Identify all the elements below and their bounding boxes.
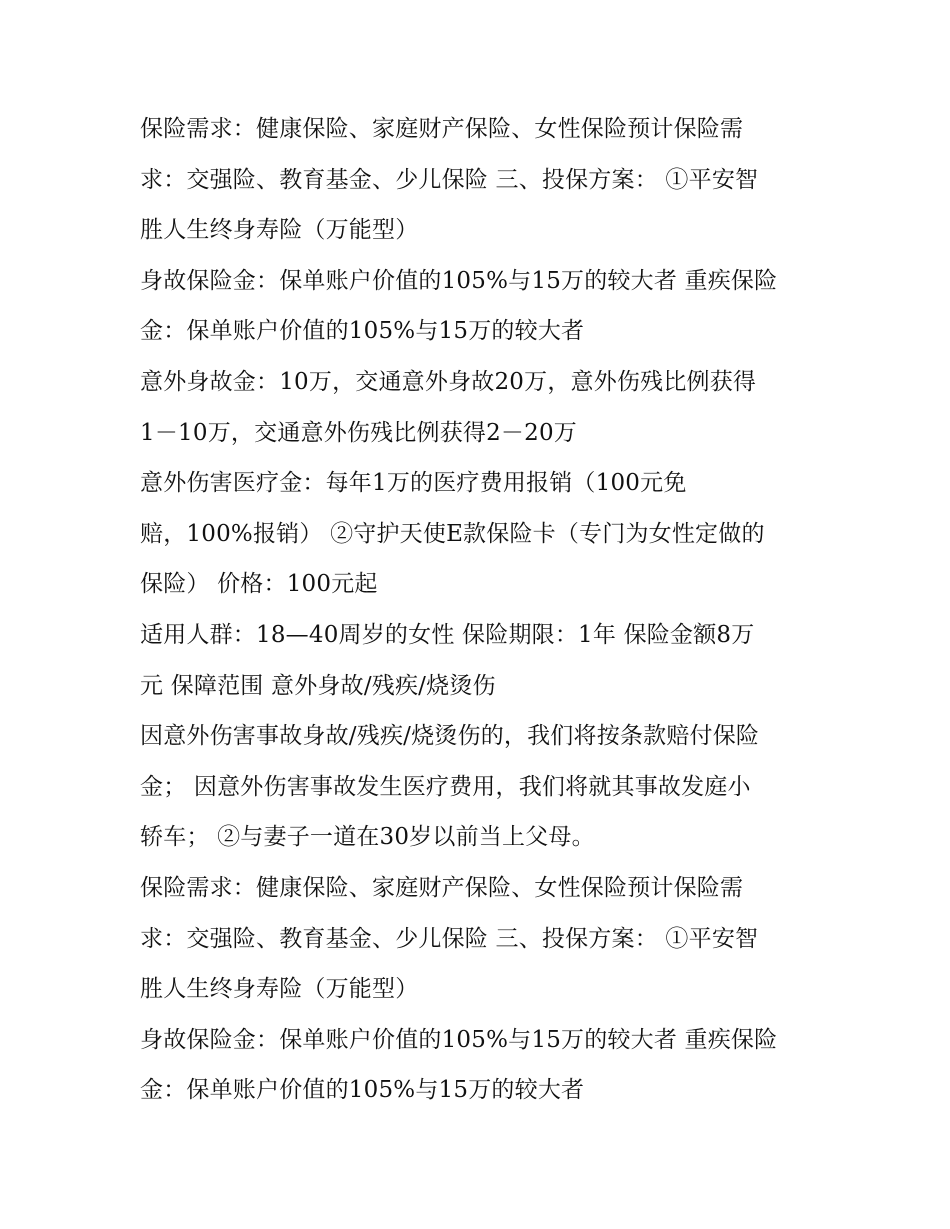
text-line: 1－10万，交通意外伤残比例获得2－20万: [140, 419, 577, 446]
text-line: 适用人群：18—40周岁的女性 保险期限：1年 保险金额8万: [140, 621, 755, 648]
text-line: 意外伤害医疗金：每年1万的医疗费用报销（100元免: [140, 470, 687, 497]
text-line: 身故保险金：保单账户价值的105%与15万的较大者 重疾保险: [140, 267, 778, 294]
document-body: [140, 104, 820, 1116]
text-line: 金：保单账户价值的105%与15万的较大者: [140, 1077, 585, 1104]
text-line: 元 保障范围 意外身故/残疾/烧烫伤: [140, 672, 496, 699]
text-line: 赔，100%报销） ②守护天使E款保险卡（专门为女性定做的: [140, 520, 765, 547]
text-line: 求：交强险、教育基金、少儿保险 三、投保方案： ①平安智: [140, 925, 759, 952]
text-line: 金； 因意外伤害事故发生医疗费用，我们将就其事故发庭小: [140, 773, 751, 800]
text-line: 求：交强险、教育基金、少儿保险 三、投保方案： ①平安智: [140, 166, 759, 193]
text-line: 因意外伤害事故身故/残疾/烧烫伤的，我们将按条款赔付保险: [140, 723, 760, 750]
text-line: 胜人生终身寿险（万能型）: [140, 217, 419, 244]
text-line: 身故保险金：保单账户价值的105%与15万的较大者 重疾保险: [140, 1026, 778, 1053]
text-line: 意外身故金：10万，交通意外身故20万，意外伤残比例获得: [140, 368, 757, 395]
text-line: 保险需求：健康保险、家庭财产保险、女性保险预计保险需: [140, 116, 744, 142]
text-line: 胜人生终身寿险（万能型）: [140, 976, 419, 1003]
text-line: 轿车； ②与妻子一道在30岁以前当上父母。: [140, 824, 595, 851]
text-line: 保险需求：健康保险、家庭财产保险、女性保险预计保险需: [140, 874, 744, 901]
text-line: 金：保单账户价值的105%与15万的较大者: [140, 318, 585, 345]
text-line: 保险） 价格：100元起: [140, 571, 378, 598]
